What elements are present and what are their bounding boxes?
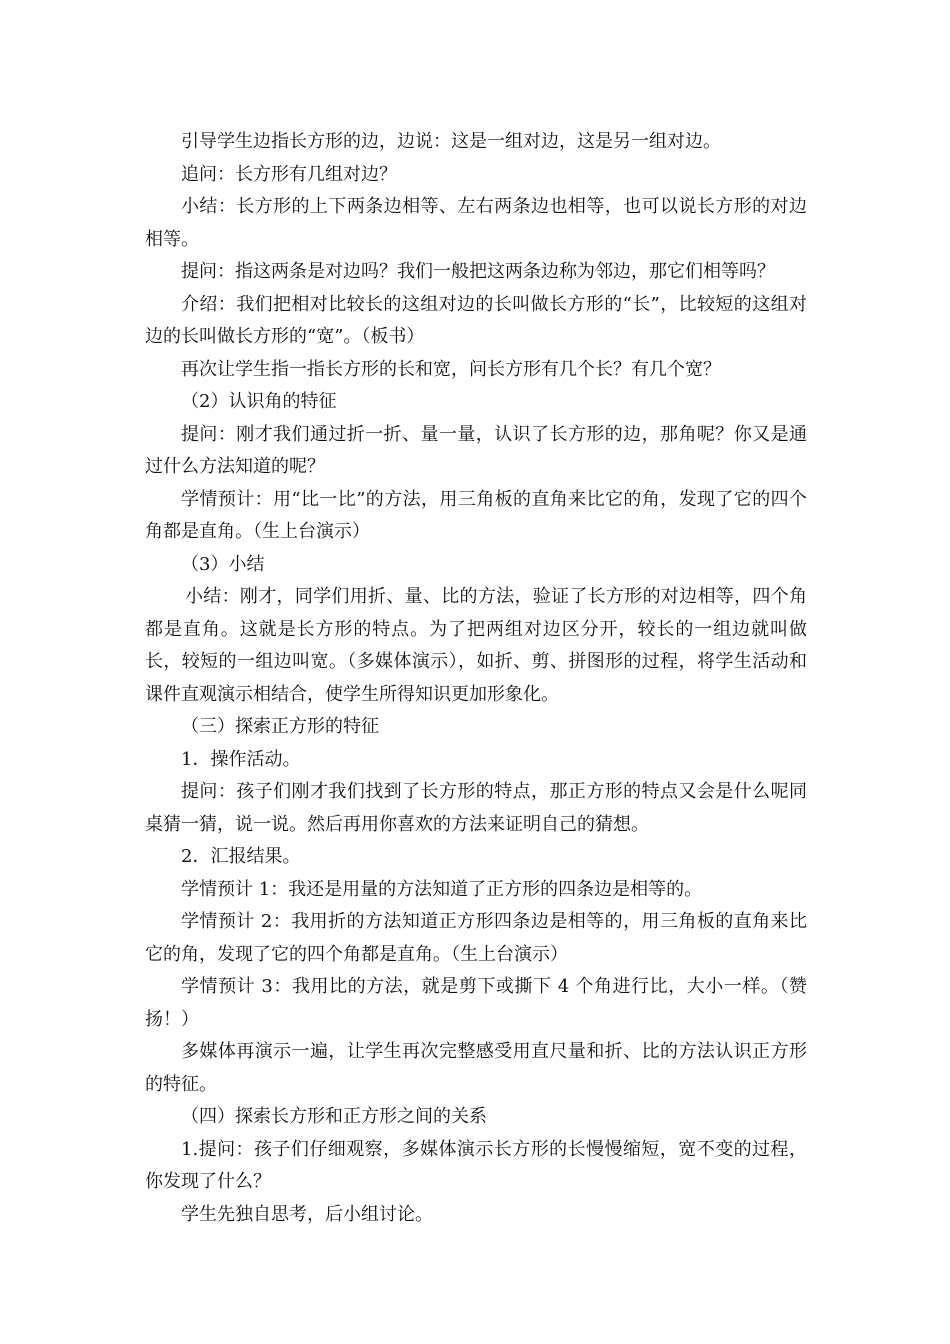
paragraph: 提问：孩子们刚才我们找到了长方形的特点，那正方形的特点又会是什么呢同桌猜一猜，说一说。然后再用你喜欢的方法来证明自己的猜想。 bbox=[145, 781, 807, 835]
paragraph: 追问：长方形有几组对边？ bbox=[181, 163, 397, 185]
paragraph: 1.提问：孩子们仔细观察，多媒体演示长方形的长慢慢缩短，宽不变的过程，你发现了什么？ bbox=[145, 1138, 807, 1192]
list-item: 1．操作活动。 bbox=[181, 748, 301, 770]
paragraph: 学情预计：用“比一比”的方法，用三角板的直角来比它的角，发现了它的四个角都是直角。（生上台演示） bbox=[145, 488, 807, 542]
paragraph: 学情预计 1：我还是用量的方法知道了正方形的四条边是相等的。 bbox=[181, 878, 703, 900]
paragraph: 引导学生边指长方形的边，边说：这是一组对边，这是另一组对边。 bbox=[181, 131, 721, 152]
paragraph: 学情预计 2：我用折的方法知道正方形四条边是相等的，用三角板的直角来比它的角，发现了它的四个角都是直角。（生上台演示） bbox=[145, 911, 807, 965]
section-heading: （三）探索正方形的特征 bbox=[181, 716, 379, 737]
paragraph: 提问：指这两条是对边吗？我们一般把这两条边称为邻边，那它们相等吗？ bbox=[181, 261, 775, 282]
list-item: 2．汇报结果。 bbox=[181, 846, 301, 867]
paragraph: 介绍：我们把相对比较长的这组对边的长叫做长方形的“长”，比较短的这组对边的长叫做长方形的“宽”。（板书） bbox=[145, 293, 807, 347]
paragraph: 学生先独自思考，后小组讨论。 bbox=[181, 1203, 433, 1225]
paragraph: 多媒体再演示一遍，让学生再次完整感受用直尺量和折、比的方法认识正方形的特征。 bbox=[145, 1041, 807, 1095]
paragraph: 再次让学生指一指长方形的长和宽，问长方形有几个长？有几个宽？ bbox=[181, 358, 721, 380]
paragraph: 学情预计 3：我用比的方法，就是剪下或撕下 4 个角进行比，大小一样。（赞扬！） bbox=[145, 976, 807, 1030]
paragraph: 提问：刚才我们通过折一折、量一量，认识了长方形的边，那角呢？你又是通过什么方法知道的呢？ bbox=[145, 423, 807, 477]
document-body bbox=[145, 126, 807, 1231]
section-subheading: （3）小结 bbox=[181, 553, 265, 575]
section-heading: （四）探索长方形和正方形之间的关系 bbox=[181, 1106, 487, 1127]
section-subheading: （2）认识角的特征 bbox=[181, 391, 337, 412]
paragraph: 小结：长方形的上下两条边相等、左右两条边也相等，也可以说长方形的对边相等。 bbox=[145, 196, 807, 250]
paragraph: 小结：刚才，同学们用折、量、比的方法，验证了长方形的对边相等，四个角都是直角。这就是长方形的特点。为了把两组对边区分开，较长的一组边就叫做长，较短的一组边叫宽。（多媒体演示），如折、剪、拼图形的过程，将学生活动和课件直观演示相结合，使学生所得知识更加形象化。 bbox=[145, 586, 807, 705]
